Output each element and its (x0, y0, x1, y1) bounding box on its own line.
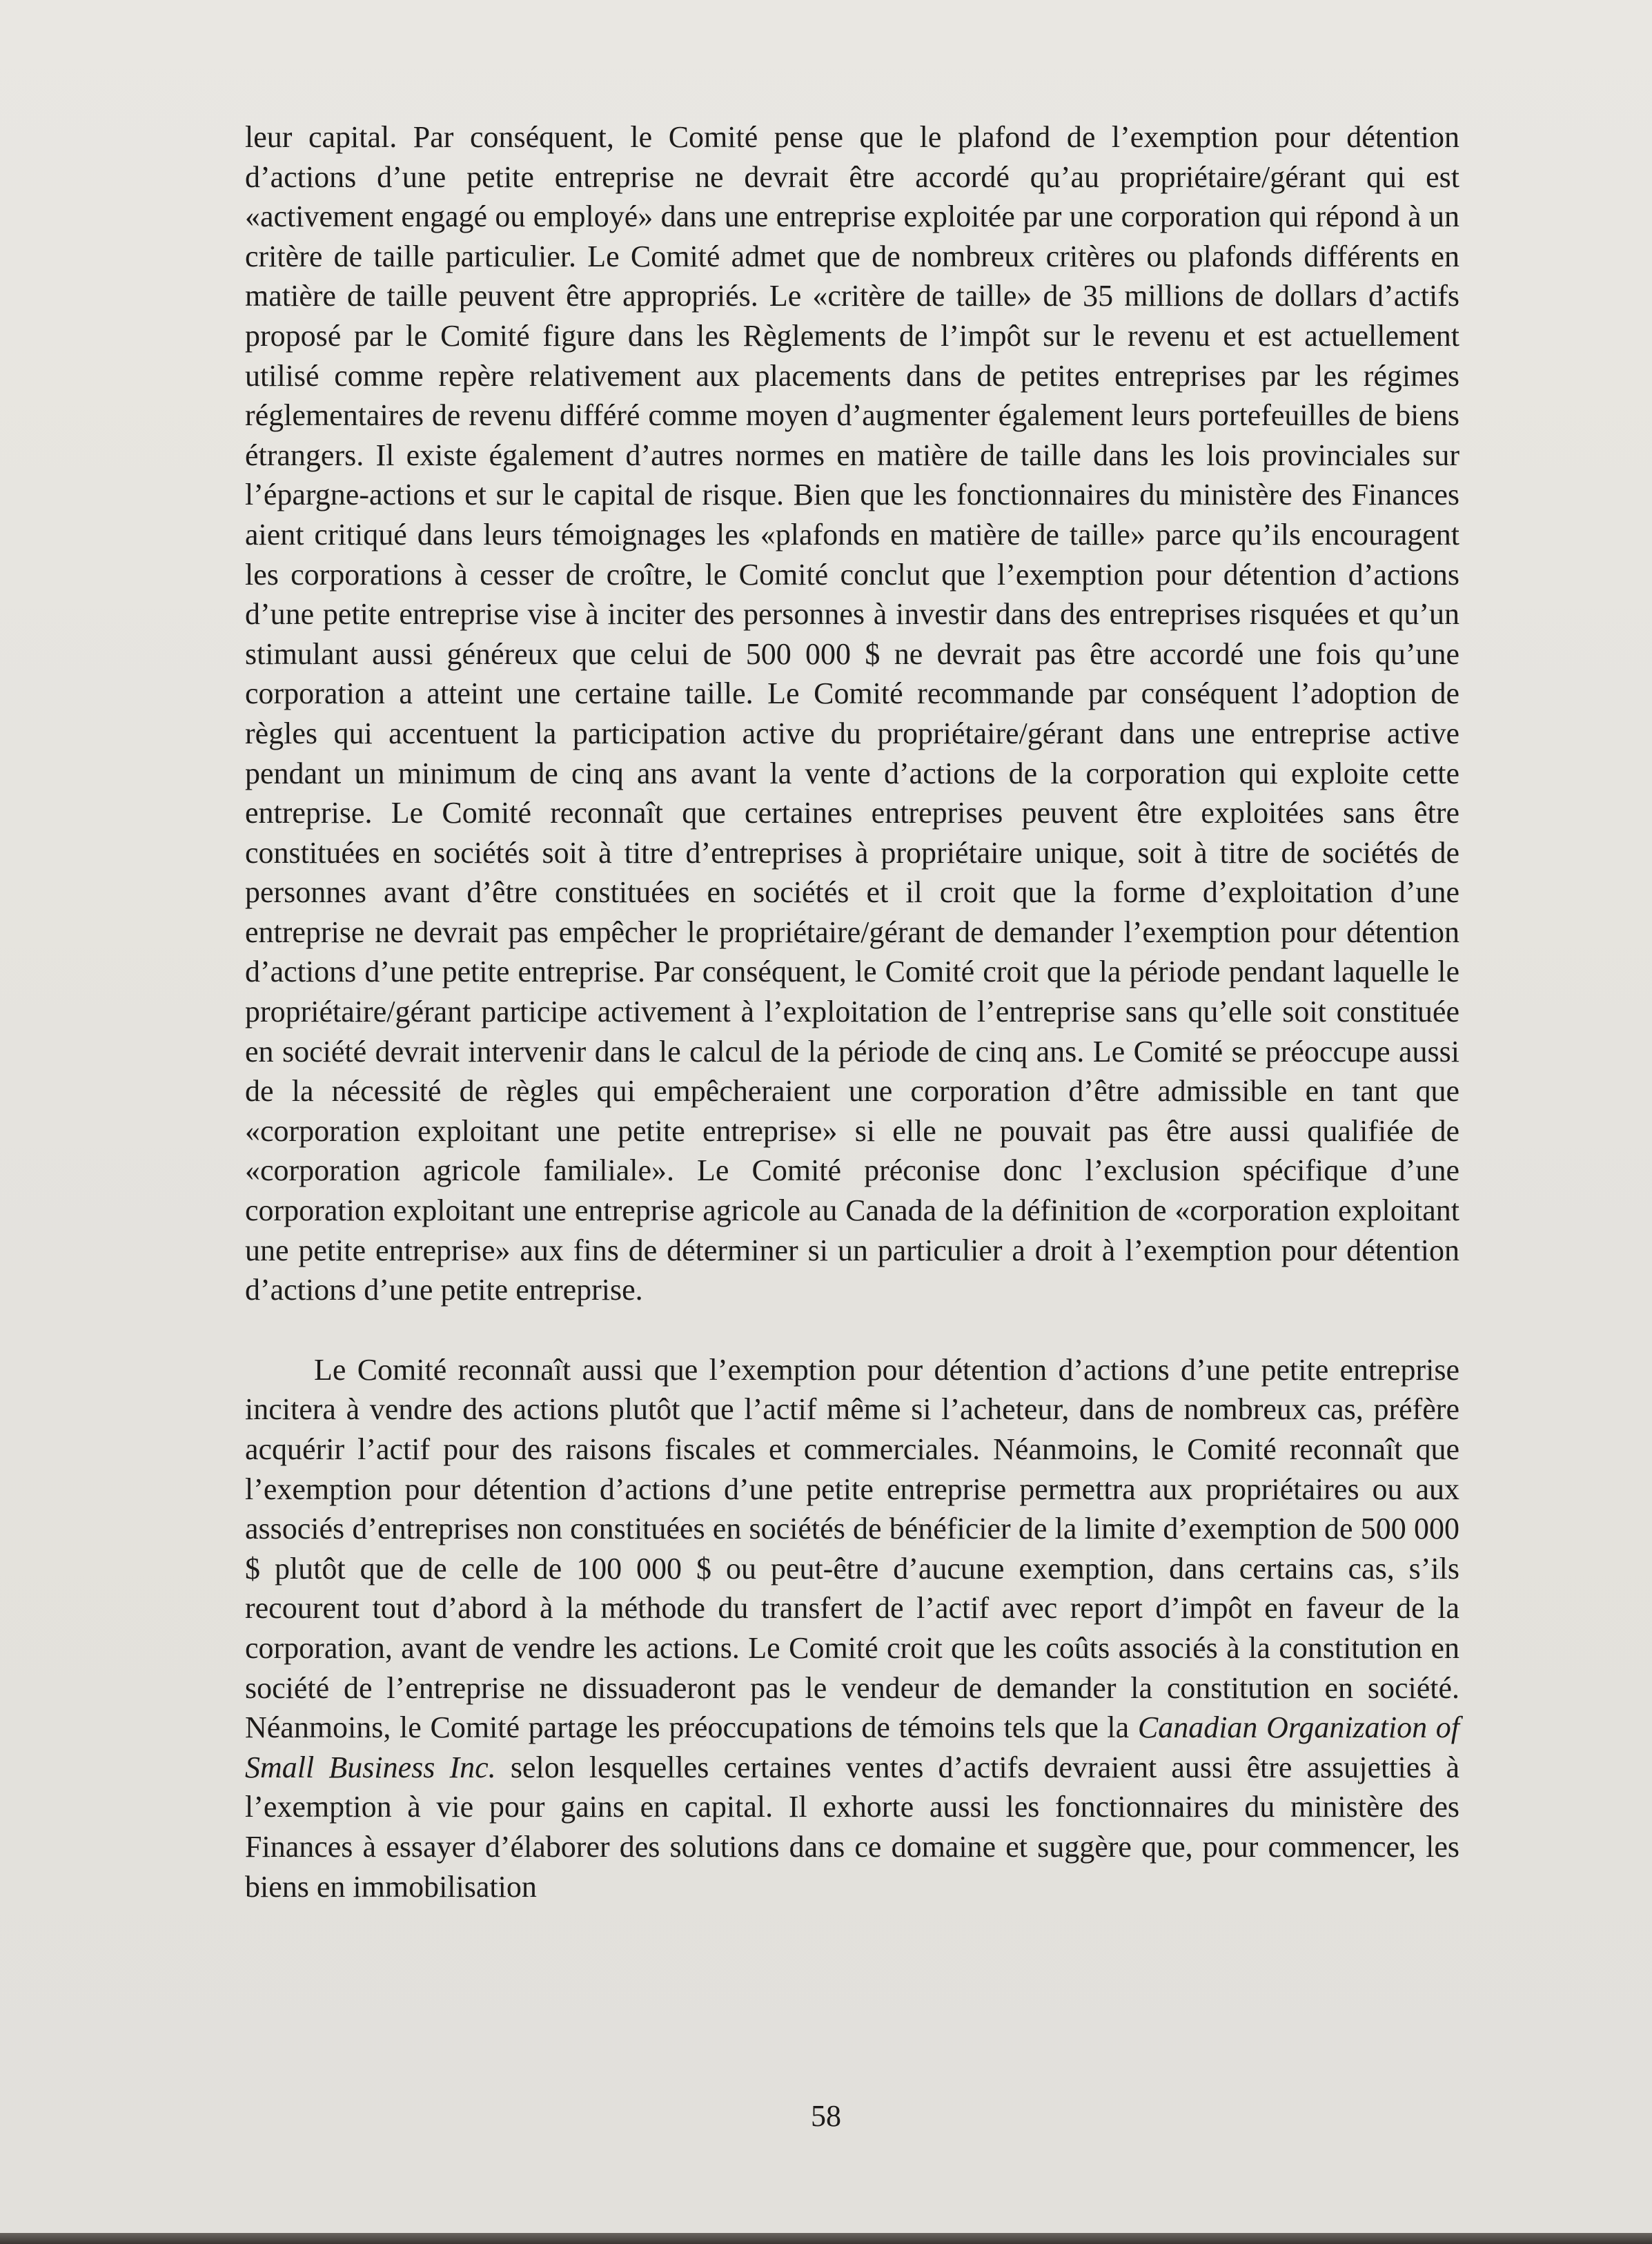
paragraph-2-text-start: Le Comité reconnaît aussi que l’exemption pour détention d’actions d’une petite entreprise incitera à vendre des actions plutôt que l’actif même si l’acheteur, dans de nombreux cas, préfère acquérir l’actif pour des raisons fiscales et commerciales. Néanmoins, le Comité reconnaît que l’exemption pour détention d’actions d’une petite entreprise permettra aux propriétaires ou aux associés d’entreprises non constituées en sociétés de bénéficier de la limite d’exemption de 500 000 $ plutôt que de celle de 100 000 $ ou peut-être d’aucune exemption, dans certains cas, s’ils recourent tout d’abord à la méthode du transfert de l’actif avec report d’impôt en faveur de la corporation, avant de vendre les actions. Le Comité croit que les coûts associés à la constitution en société de l’entreprise ne dissuaderont pas le vendeur de demander la constitution en société. Néanmoins, le Comité partage les préoccupations de témoins tels que la (245, 1352, 1459, 1745)
paragraph-1: leur capital. Par conséquent, le Comité pense que le plafond de l’exemption pour détention d’actions d’une petite entreprise ne devrait être accordé qu’au propriétaire/gérant qui est «activement engagé ou employé» dans une entreprise exploitée par une corporation qui répond à un critère de taille particulier. Le Comité admet que de nombreux critères ou plafonds différents en matière de taille peuvent être appropriés. Le «critère de taille» de 35 millions de dollars d’actifs proposé par le Comité figure dans les Règlements de l’impôt sur le revenu et est actuellement utilisé comme repère relativement aux placements dans de petites entreprises par les régimes réglementaires de revenu différé comme moyen d’augmenter également leurs portefeuilles de biens étrangers. Il existe également d’autres normes en matière de taille dans les lois provinciales sur l’épargne-actions et sur le capital de risque. Bien que les fonctionnaires du ministère des Finances aient critiqué dans leurs témoignages les «plafonds en matière de taille» parce qu’ils encouragent les corporations à cesser de croître, le Comité conclut que l’exemption pour détention d’actions d’une petite entreprise vise à inciter des personnes à investir dans des entreprises risquées et qu’un stimulant aussi généreux que celui de 500 000 $ ne devrait pas être accordé une fois qu’une corporation a atteint une certaine taille. Le Comité recommande par conséquent l’adoption de règles qui accentuent la participation active du propriétaire/gérant dans une entreprise active pendant un minimum de cinq ans avant la vente d’actions de la corporation qui exploite cette entreprise. Le Comité reconnaît que certaines entreprises peuvent être exploitées sans être constituées en sociétés soit à titre d’entreprises à propriétaire unique, soit à titre de sociétés de personnes avant d’être constituées en sociétés et il croit que la forme d’exploitation d’une entreprise ne devrait pas empêcher le propriétaire/gérant de demander l’exemption pour détention d’actions d’une petite entreprise. Par conséquent, le Comité croit que la période pendant laquelle le propriétaire/gérant participe activement à l’exploitation de l’entreprise sans qu’elle soit constituée en société devrait intervenir dans le calcul de la période de cinq ans. Le Comité se préoccupe aussi de la nécessité de règles qui empêcheraient une corporation d’être admissible en tant que «corporation exploitant une petite entreprise» si elle ne pouvait pas être aussi qualifiée de «corporation agricole familiale». Le Comité préconise donc l’exclusion spécifique d’une corporation exploitant une entreprise agricole au Canada de la définition de «corporation exploitant une petite entreprise» aux fins de déterminer si un particulier a droit à l’exemption pour détention d’actions d’une petite entreprise. (245, 120, 1459, 1307)
organization-name: Canadian Organization of Small Business Inc. (245, 1710, 1460, 1784)
page-bottom-edge (0, 2233, 1652, 2244)
paragraph-2 (245, 1350, 1459, 1906)
paragraph-2-text-end: selon lesquelles certaines ventes d’actifs devraient aussi être assujetties à l’exemption à vie pour gains en capital. Il exhorte aussi les fonctionnaires du ministère des Finances à essayer d’élaborer des solutions dans ce domaine et suggère que, pour commencer, les biens en immobilisation (245, 1750, 1460, 1904)
body-text (245, 117, 1459, 1906)
page-number: 58 (811, 2099, 841, 2133)
